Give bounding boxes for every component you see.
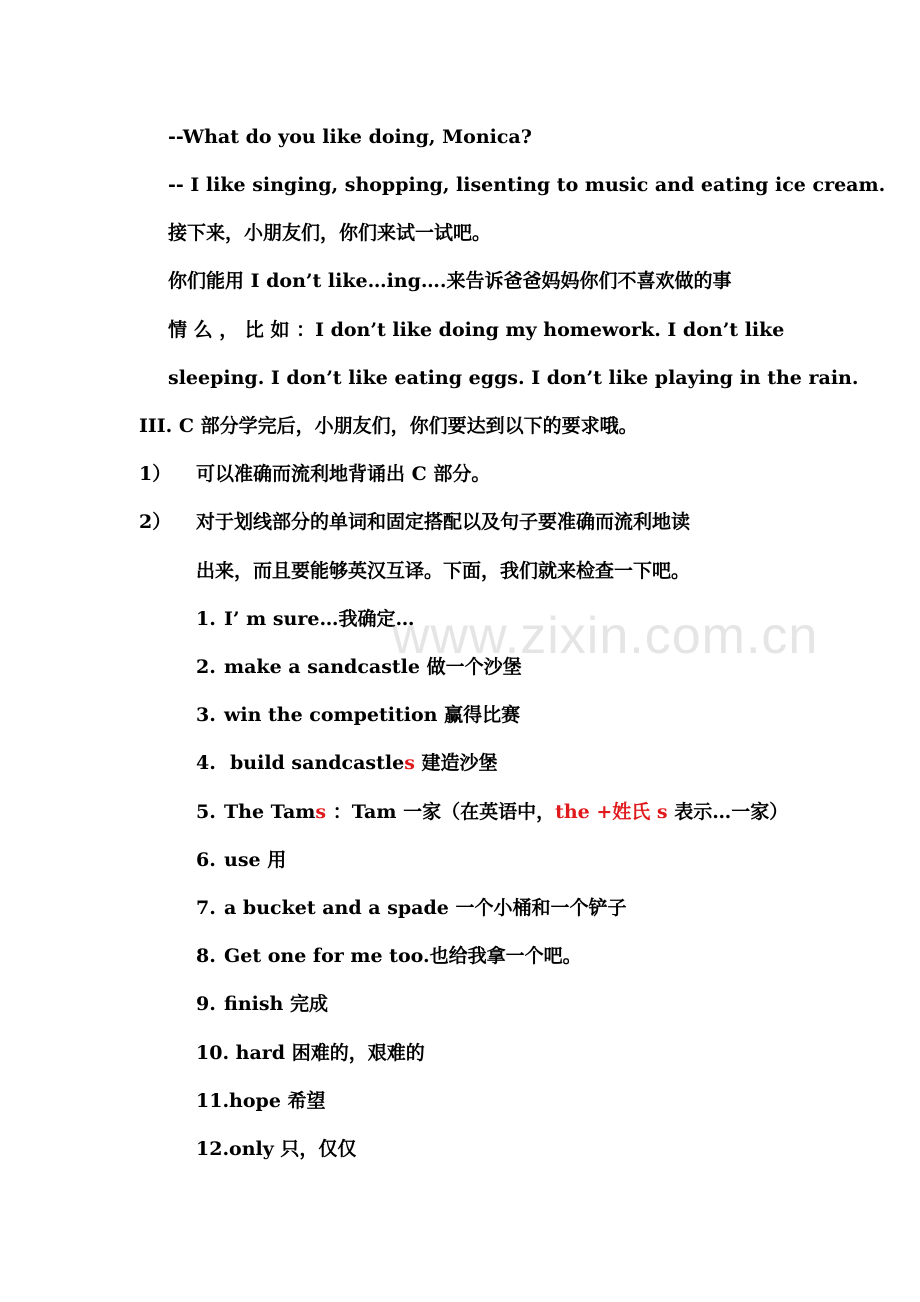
vocab-text: make a sandcastle 做一个沙堡 (224, 656, 522, 678)
vocab-rule-text: 表示…一家） (667, 801, 789, 823)
vocab-number: 2. (196, 656, 216, 678)
vocab-text: win the competition 赢得比赛 (224, 704, 521, 726)
vocab-item-11: 11.hope 希望 (196, 1090, 326, 1112)
intro-line-4: sleeping. I don’t like eating eggs. I don’t like playing in the rain. (168, 367, 859, 389)
requirement-1-text: 可以准确而流利地背诵出 C 部分。 (196, 463, 491, 485)
vocab-item-3 (196, 703, 520, 727)
intro-line-2: 你们能用 I don’t like…ing….来告诉爸爸妈妈你们不喜欢做的事 (168, 270, 732, 292)
intro-line-1: 接下来，小朋友们，你们来试一试吧。 (168, 222, 492, 244)
watermark: www.zixin.com.cn (392, 607, 819, 665)
vocab-text: finish 完成 (224, 993, 328, 1015)
vocab-item-6 (196, 848, 286, 872)
vocab-number: 7. (196, 897, 216, 919)
vocab-text: Get one for me too.也给我拿一个吧。 (224, 945, 582, 967)
vocab-number: 6. (196, 849, 216, 871)
vocab-item-5 (196, 800, 788, 824)
vocab-text: use 用 (224, 849, 287, 871)
vocab-translation: 建造沙堡 (414, 752, 498, 774)
vocab-number: 4. (196, 752, 216, 774)
vocab-item-7 (196, 896, 626, 920)
requirement-2-number: 2） (139, 511, 172, 533)
intro-line-3 (168, 318, 785, 342)
vocab-number: 5. (196, 801, 216, 823)
section-heading: III. C 部分学完后，小朋友们，你们要达到以下的要求哦。 (139, 415, 638, 437)
vocab-item-1 (196, 607, 414, 631)
vocab-item-9 (196, 992, 328, 1016)
requirement-2 (139, 510, 690, 534)
vocab-text: The Tam (224, 801, 316, 823)
requirement-2-text: 对于划线部分的单词和固定搭配以及句子要准确而流利地读 (196, 511, 691, 533)
vocab-translation: ：Tam 一家（在英语中， (326, 801, 556, 823)
vocab-text: I’ m sure…我确定… (224, 608, 415, 630)
intro-line-3-lead: 情 么 ， 比 如 ： (168, 319, 316, 341)
vocab-item-4 (196, 751, 498, 775)
vocab-rule-highlight: the +姓氏 s (555, 801, 668, 823)
vocab-number: 3. (196, 704, 216, 726)
requirement-2-continued: 出来，而且要能够英汉互译。下面，我们就来检查一下吧。 (196, 560, 691, 582)
dialog-answer: -- I like singing, shopping, lisenting to music and eating ice cream. (168, 174, 886, 196)
dialog-question: --What do you like doing, Monica? (168, 126, 532, 148)
vocab-highlight: s (404, 752, 415, 774)
vocab-highlight: s (315, 801, 327, 823)
intro-line-3-example: I don’t like doing my homework. I don’t like (315, 319, 785, 341)
vocab-number: 8. (196, 945, 216, 967)
vocab-item-12: 12.only 只，仅仅 (196, 1138, 357, 1160)
vocab-text: a bucket and a spade 一个小桶和一个铲子 (224, 897, 627, 919)
vocab-number: 1. (196, 608, 216, 630)
vocab-item-10: 10. hard 困难的，艰难的 (196, 1042, 425, 1064)
vocab-item-8 (196, 944, 582, 968)
vocab-number: 9. (196, 993, 216, 1015)
requirement-1 (139, 462, 490, 486)
vocab-text: build sandcastle (230, 752, 405, 774)
requirement-1-number: 1） (139, 463, 172, 485)
